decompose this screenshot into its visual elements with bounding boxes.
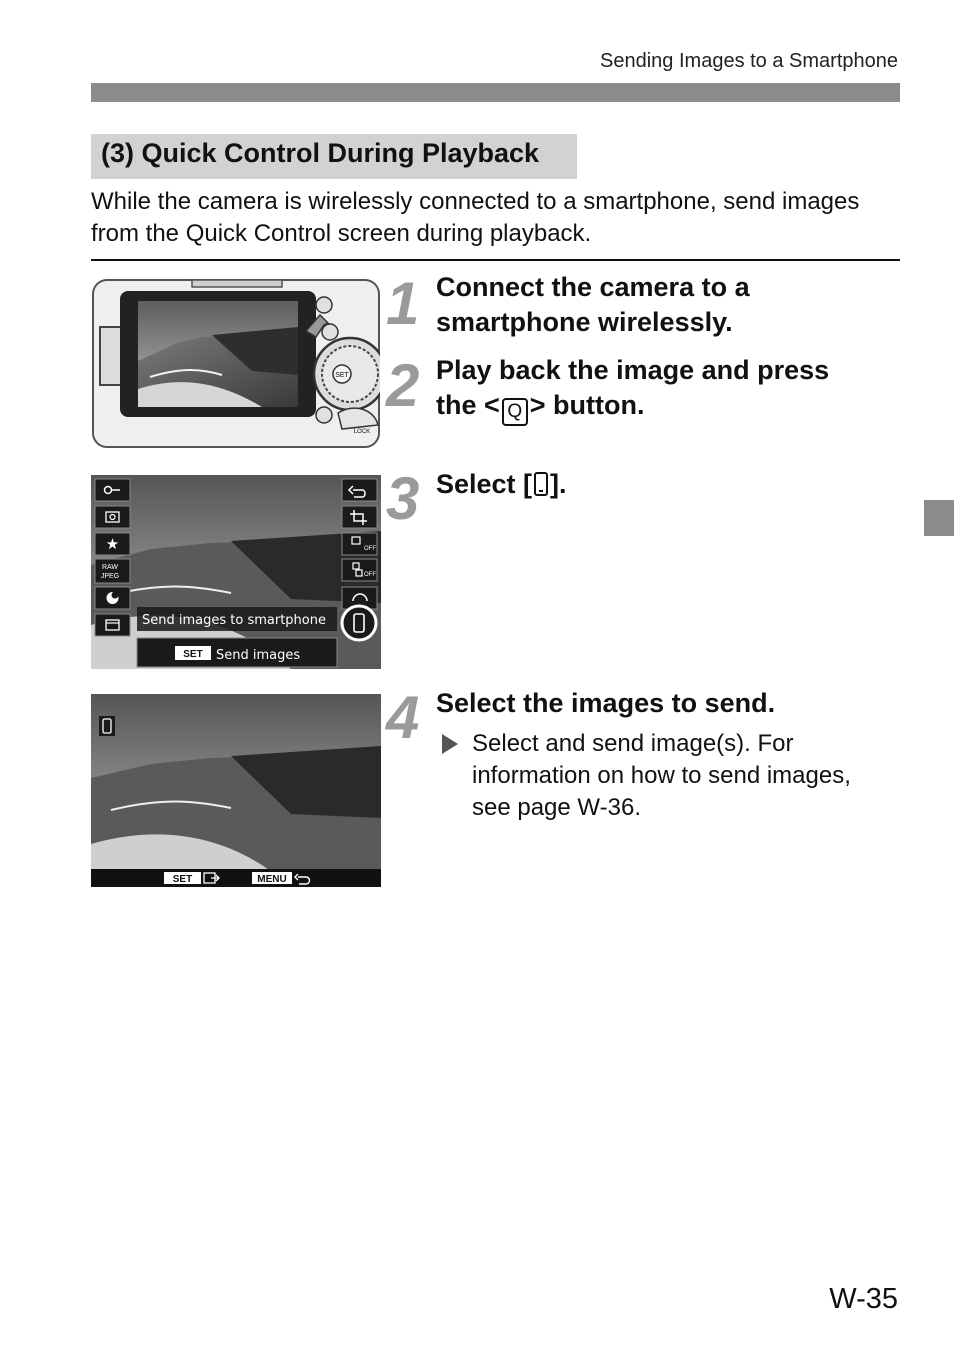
action-label: Send images (216, 648, 301, 663)
image-selection-screen (91, 694, 381, 887)
tooltip-text: Send images to smartphone (142, 613, 326, 628)
chapter-thumb-tab (924, 500, 954, 536)
step-4-bullet (442, 728, 882, 824)
svg-text:★: ★ (105, 535, 120, 553)
right-icon-column (342, 479, 377, 609)
step-3-text (436, 467, 876, 502)
step-2-text (436, 353, 876, 426)
step-number-3: 3 (386, 465, 420, 532)
divider-rule (91, 259, 900, 261)
svg-text:OFF: OFF (364, 546, 376, 552)
svg-text:JPEG: JPEG (100, 573, 120, 580)
step-4-bullet-text: Select and send image(s). For information on how to send images, see page W-36. (472, 730, 851, 821)
step-2-text-before: Play back the image and press the < (436, 355, 830, 420)
step-number-4: 4 (386, 684, 420, 751)
step-4-text: Select the images to send. (436, 688, 776, 718)
lock-label: LOCK (353, 429, 371, 435)
smartphone-icon[interactable] (342, 606, 376, 640)
set-key-label: SET (172, 874, 193, 885)
step-3-text-after: ]. (550, 469, 567, 499)
step-3-text-before: Select [ (436, 469, 533, 499)
step-number-2: 2 (386, 352, 420, 419)
running-head: Sending Images to a Smartphone (600, 50, 898, 72)
bottom-guide-bar (91, 869, 381, 887)
step-1-text: Connect the camera to a smartphone wirelessly. (436, 272, 750, 337)
bullet-triangle-icon (442, 734, 458, 754)
header-bar (91, 83, 900, 102)
smartphone-connected-icon (99, 716, 115, 736)
intro-paragraph: While the camera is wirelessly connected to a smartphone, send images from the Quick Control screen during playback. (91, 188, 860, 247)
star-icon[interactable] (106, 535, 119, 553)
section-title: (3) Quick Control During Playback (91, 134, 577, 179)
step-number-1: 1 (386, 270, 420, 337)
quick-control-key-icon: Q (502, 398, 528, 426)
menu-key-label: MENU (257, 874, 287, 885)
svg-text:OFF: OFF (364, 572, 376, 578)
quick-control-screen (91, 475, 381, 669)
set-button-label: SET (335, 372, 349, 379)
camera-back-illustration (92, 279, 380, 448)
page-number: W-35 (829, 1283, 898, 1315)
set-key-label: SET (183, 649, 203, 660)
smartphone-icon (534, 472, 548, 496)
svg-text:RAW: RAW (101, 564, 119, 571)
step-2-text-after: > button. (529, 390, 645, 420)
